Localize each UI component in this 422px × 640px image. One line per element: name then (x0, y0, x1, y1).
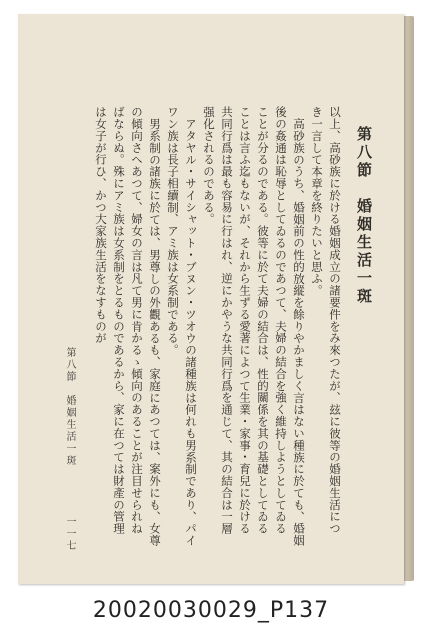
image-id-caption: 20020030029_P137 (92, 598, 330, 623)
page-number: 一一七 (64, 516, 75, 552)
paragraph-kinship-systems: アタヤル・サイシャット・ブヌン・ツオウの諸種族は何れも男系制であり、パイワン族は長子相續制、アミ族は女系制である。 (166, 106, 198, 546)
vertical-text-block (90, 106, 378, 546)
paragraph-intro: 以上、高砂族に於ける婚姻成立の諸要件をみ來つたが、玆に彼等の婚姻生活につき一言して本章を終りたいと思ふ。 (310, 106, 342, 535)
book-page (18, 14, 404, 584)
paragraph-marriage-bond: 高砂族のうち、婚姻前の性的放縱を餘りやかましく言はない種族に於ても、婚姻後の姦通は恥辱としてゐるのであつて、夫婦の結合を強く維持しようとしてゐることが分るのである。彼等に於て夫婦の結合は、性的關係を其の基礎としてゐることは言ふ迄もないが、それから生ずる愛著によつて生業・家事・育兒に於ける共同行爲は最も容易に行はれ、逆にかやうな共同行爲を通じて、其の結合は一層强化されるのである。 (202, 106, 306, 546)
chapter-title: 第八節 婚姻生活一斑 (355, 126, 373, 306)
paragraph-patrilineal-families: 男系制の諸族に於ては、男尊しの外觀あるも、家庭にあつては、案外にも、女尊の傾向さへあつて、婦女の言は凡て男に肯かるゝ傾向のあることが注目せられねばならぬ。殊にアミ族は女系制をとるものであるから、家に在つては財產の管理は女子が行ひ、かつ大家族生活をなすものが (94, 106, 162, 546)
running-head: 第八節 婚姻生活一斑 (64, 347, 75, 467)
